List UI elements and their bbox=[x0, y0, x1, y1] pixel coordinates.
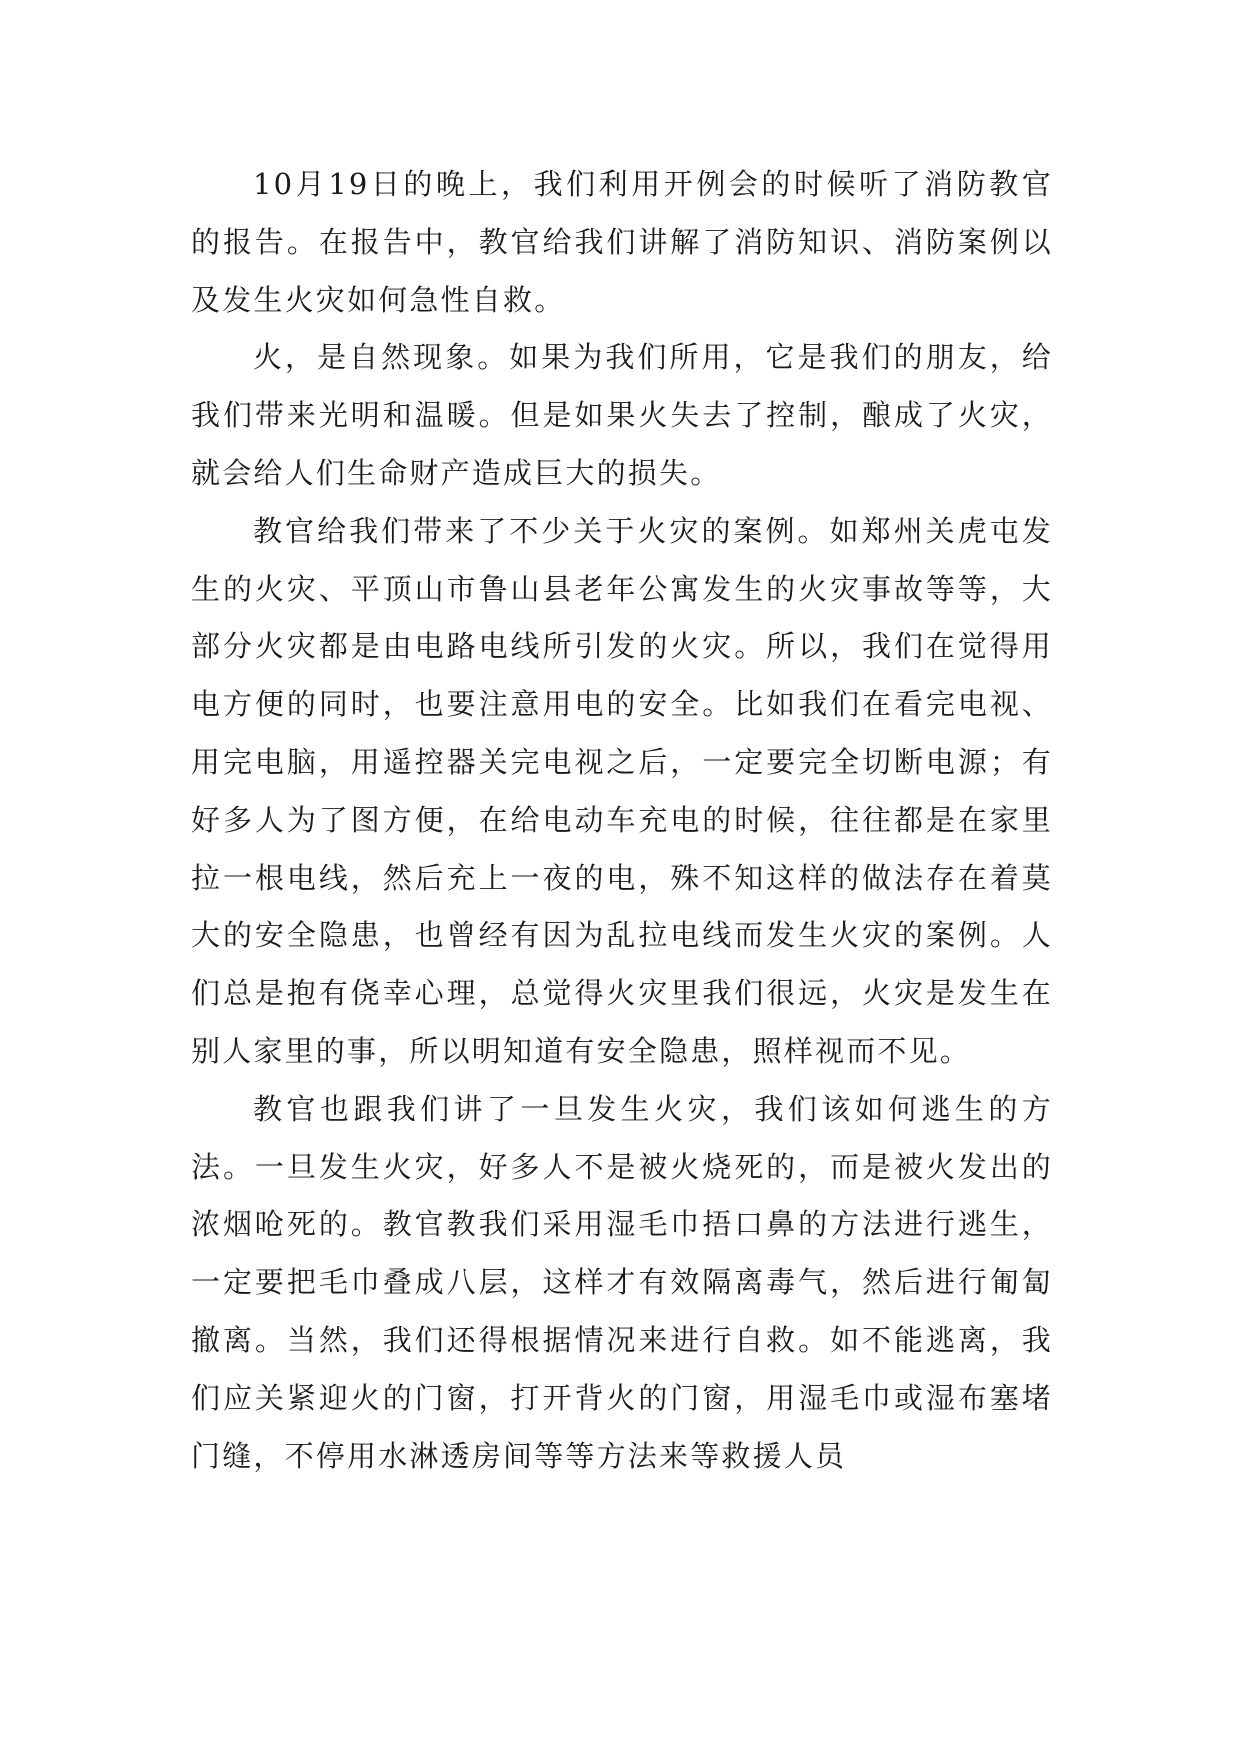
paragraph-3: 教官给我们带来了不少关于火灾的案例。如郑州关虎屯发生的火灾、平顶山市鲁山县老年公寓发生的火灾事故等等，大部分火灾都是由电路电线所引发的火灾。所以，我们在觉得用电方便的同时，也要注意用电的安全。比如我们在看完电视、用完电脑，用遥控器关完电视之后，一定要完全切断电源；有好多人为了图方便，在给电动车充电的时候，往往都是在家里拉一根电线，然后充上一夜的电，殊不知这样的做法存在着莫大的安全隐患，也曾经有因为乱拉电线而发生火灾的案例。人们总是抱有侥幸心理，总觉得火灾里我们很远，火灾是发生在别人家里的事，所以明知道有安全隐患，照样视而不见。 bbox=[191, 513, 1053, 1068]
paragraph-4: 教官也跟我们讲了一旦发生火灾，我们该如何逃生的方法。一旦发生火灾，好多人不是被火烧死的，而是被火发出的浓烟呛死的。教官教我们采用湿毛巾捂口鼻的方法进行逃生，一定要把毛巾叠成八层，这样才有效隔离毒气，然后进行匍匐撤离。当然，我们还得根据情况来进行自救。如不能逃离，我们应关紧迎火的门窗，打开背火的门窗，用湿毛巾或湿布塞堵门缝，不停用水淋透房间等等方法来等救援人员 bbox=[191, 1091, 1053, 1473]
paragraph-1: 10月19日的晚上，我们利用开例会的时候听了消防教官的报告。在报告中，教官给我们讲解了消防知识、消防案例以及发生火灾如何急性自救。 bbox=[191, 167, 1053, 317]
paragraph-2: 火，是自然现象。如果为我们所用，它是我们的朋友，给我们带来光明和温暖。但是如果火失去了控制，酿成了火灾，就会给人们生命财产造成巨大的损失。 bbox=[191, 340, 1053, 490]
document-body bbox=[191, 156, 1053, 1485]
